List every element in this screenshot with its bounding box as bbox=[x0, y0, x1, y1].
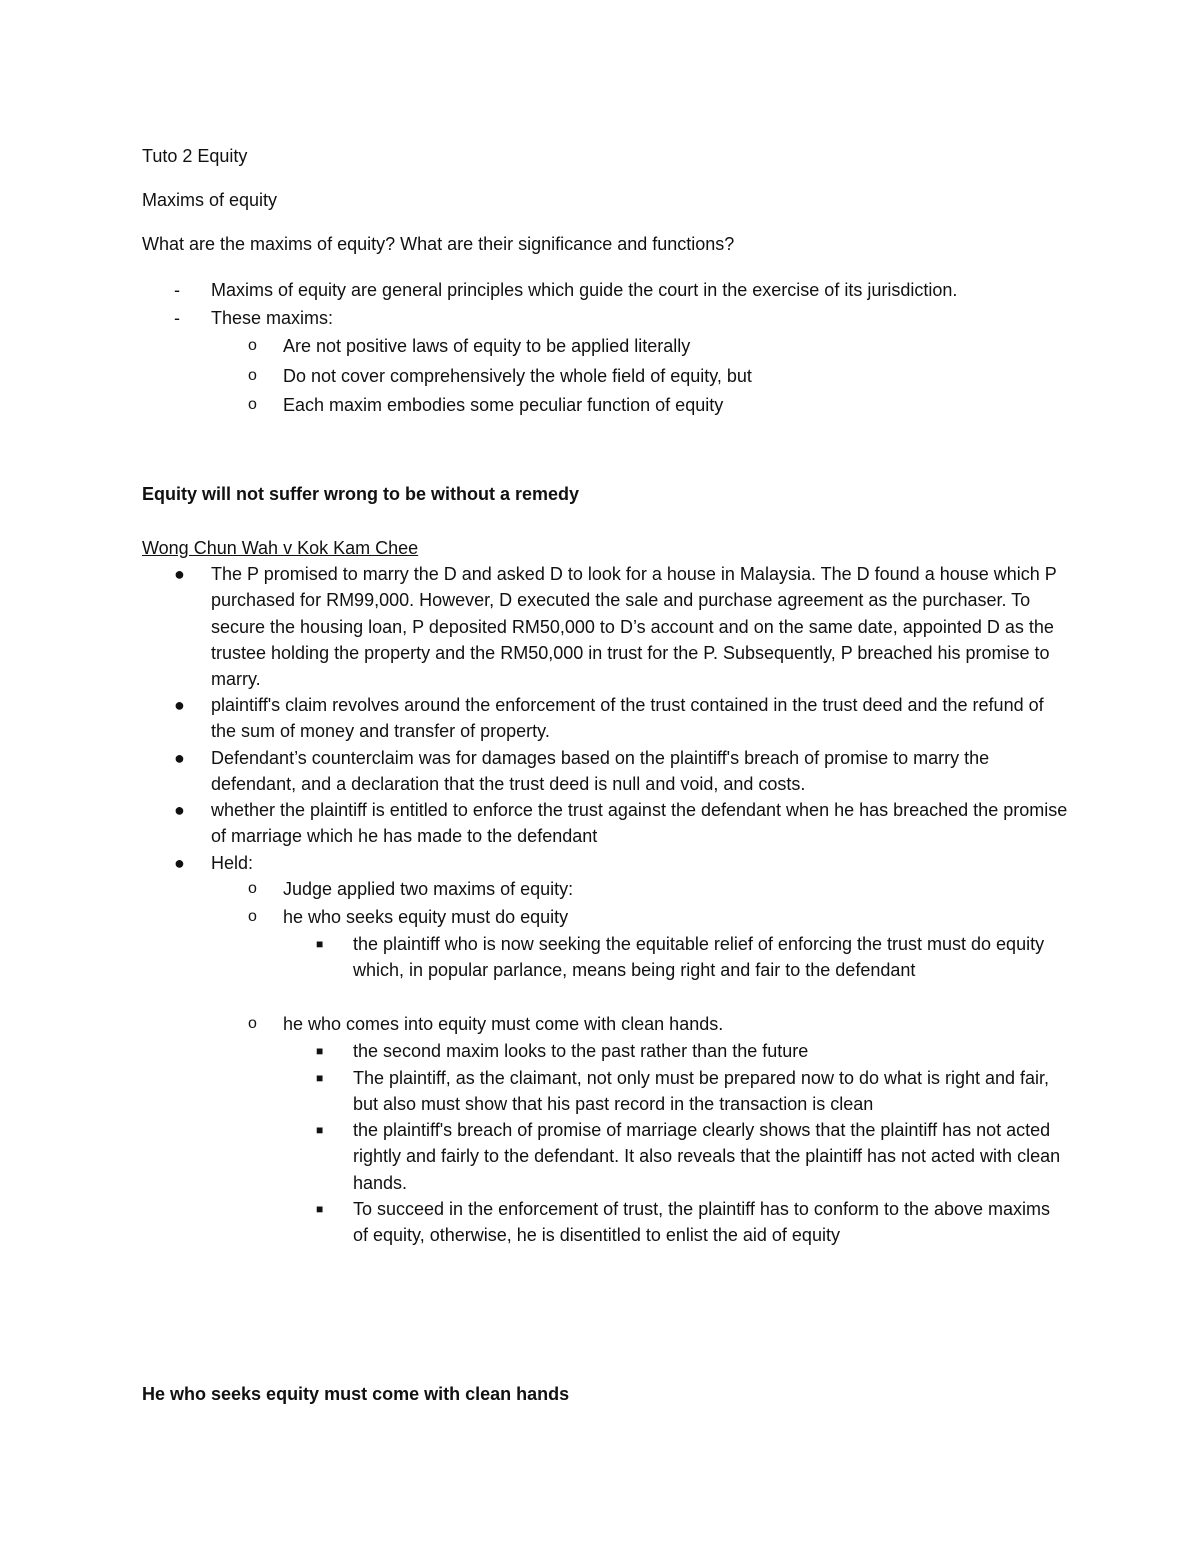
section-heading: Equity will not suffer wrong to be without a remedy bbox=[142, 484, 580, 504]
square-marker: ■ bbox=[316, 1044, 324, 1058]
sub-item-text: Each maxim embodies some peculiar function of equity bbox=[283, 395, 724, 415]
maxim-point-text: To succeed in the enforcement of trust, the plaintiff has to conform to the above maxims of equity, otherwise, he is disentitled to enlist the aid of equity bbox=[353, 1199, 1051, 1246]
bullet-marker: ● bbox=[174, 695, 185, 715]
dash-marker: - bbox=[174, 280, 180, 300]
circle-marker: o bbox=[248, 396, 257, 413]
square-marker: ■ bbox=[316, 937, 324, 951]
circle-marker: o bbox=[248, 367, 257, 384]
circle-marker: o bbox=[248, 337, 257, 354]
maxim-point-text: the second maxim looks to the past rather than the future bbox=[353, 1041, 809, 1061]
bullet-item-text: The P promised to marry the D and asked D to look for a house in Malaysia. The D found a house which P purchased for RM99,000. However, D executed the sale and purchase agreement as the purchaser. To secure the housing loan, P deposited RM50,000 to D’s account and on the same date, appointed D as the trustee holding the property and the RM50,000 in trust for the P. Subsequently, P breached his promise to marry. bbox=[211, 564, 1057, 690]
case-name: Wong Chun Wah v Kok Kam Chee bbox=[142, 538, 419, 558]
bullet-marker: ● bbox=[174, 800, 185, 820]
section-heading: He who seeks equity must come with clean hands bbox=[142, 1384, 570, 1404]
circle-marker: o bbox=[248, 908, 257, 925]
held-item-text: he who comes into equity must come with clean hands. bbox=[283, 1014, 724, 1034]
square-marker: ■ bbox=[316, 1123, 324, 1137]
dash-item-text: These maxims: bbox=[211, 308, 334, 328]
maxim-point-text: The plaintiff, as the claimant, not only must be prepared now to do what is right and fair, but also must show that his past record in the transaction is clean bbox=[353, 1068, 1050, 1115]
maxim-point-text: the plaintiff who is now seeking the equitable relief of enforcing the trust must do equity which, in popular parlance, means being right and fair to the defendant bbox=[353, 934, 1045, 981]
document-title: Tuto 2 Equity bbox=[142, 146, 248, 166]
bullet-item-text: Held: bbox=[211, 853, 254, 873]
bullet-item-text: plaintiff's claim revolves around the enforcement of the trust contained in the trust deed and the refund of the sum of money and transfer of property. bbox=[211, 695, 1044, 742]
bullet-marker: ● bbox=[174, 564, 185, 584]
circle-marker: o bbox=[248, 1015, 257, 1032]
dash-marker: - bbox=[174, 308, 180, 328]
held-item-text: he who seeks equity must do equity bbox=[283, 907, 569, 927]
sub-item-text: Are not positive laws of equity to be applied literally bbox=[283, 336, 691, 356]
bullet-item-text: Defendant’s counterclaim was for damages based on the plaintiff's breach of promise to marry the defendant, and a declaration that the trust deed is null and void, and costs. bbox=[211, 748, 990, 795]
document-subtitle: Maxims of equity bbox=[142, 190, 278, 210]
circle-marker: o bbox=[248, 880, 257, 897]
maxim-point-text: the plaintiff's breach of promise of marriage clearly shows that the plaintiff has not acted rightly and fairly to the defendant. It also reveals that the plaintiff has not acted with clean hands. bbox=[353, 1120, 1061, 1193]
question-text: What are the maxims of equity? What are their significance and functions? bbox=[142, 234, 735, 254]
bullet-marker: ● bbox=[174, 748, 185, 768]
sub-item-text: Do not cover comprehensively the whole field of equity, but bbox=[283, 366, 752, 386]
held-item-text: Judge applied two maxims of equity: bbox=[283, 879, 574, 899]
bullet-item-text: whether the plaintiff is entitled to enforce the trust against the defendant when he has breached the promise of marriage which he has made to the defendant bbox=[211, 800, 1068, 847]
bullet-marker: ● bbox=[174, 853, 185, 873]
square-marker: ■ bbox=[316, 1071, 324, 1085]
dash-item-text: Maxims of equity are general principles which guide the court in the exercise of its jurisdiction. bbox=[211, 280, 958, 300]
square-marker: ■ bbox=[316, 1202, 324, 1216]
